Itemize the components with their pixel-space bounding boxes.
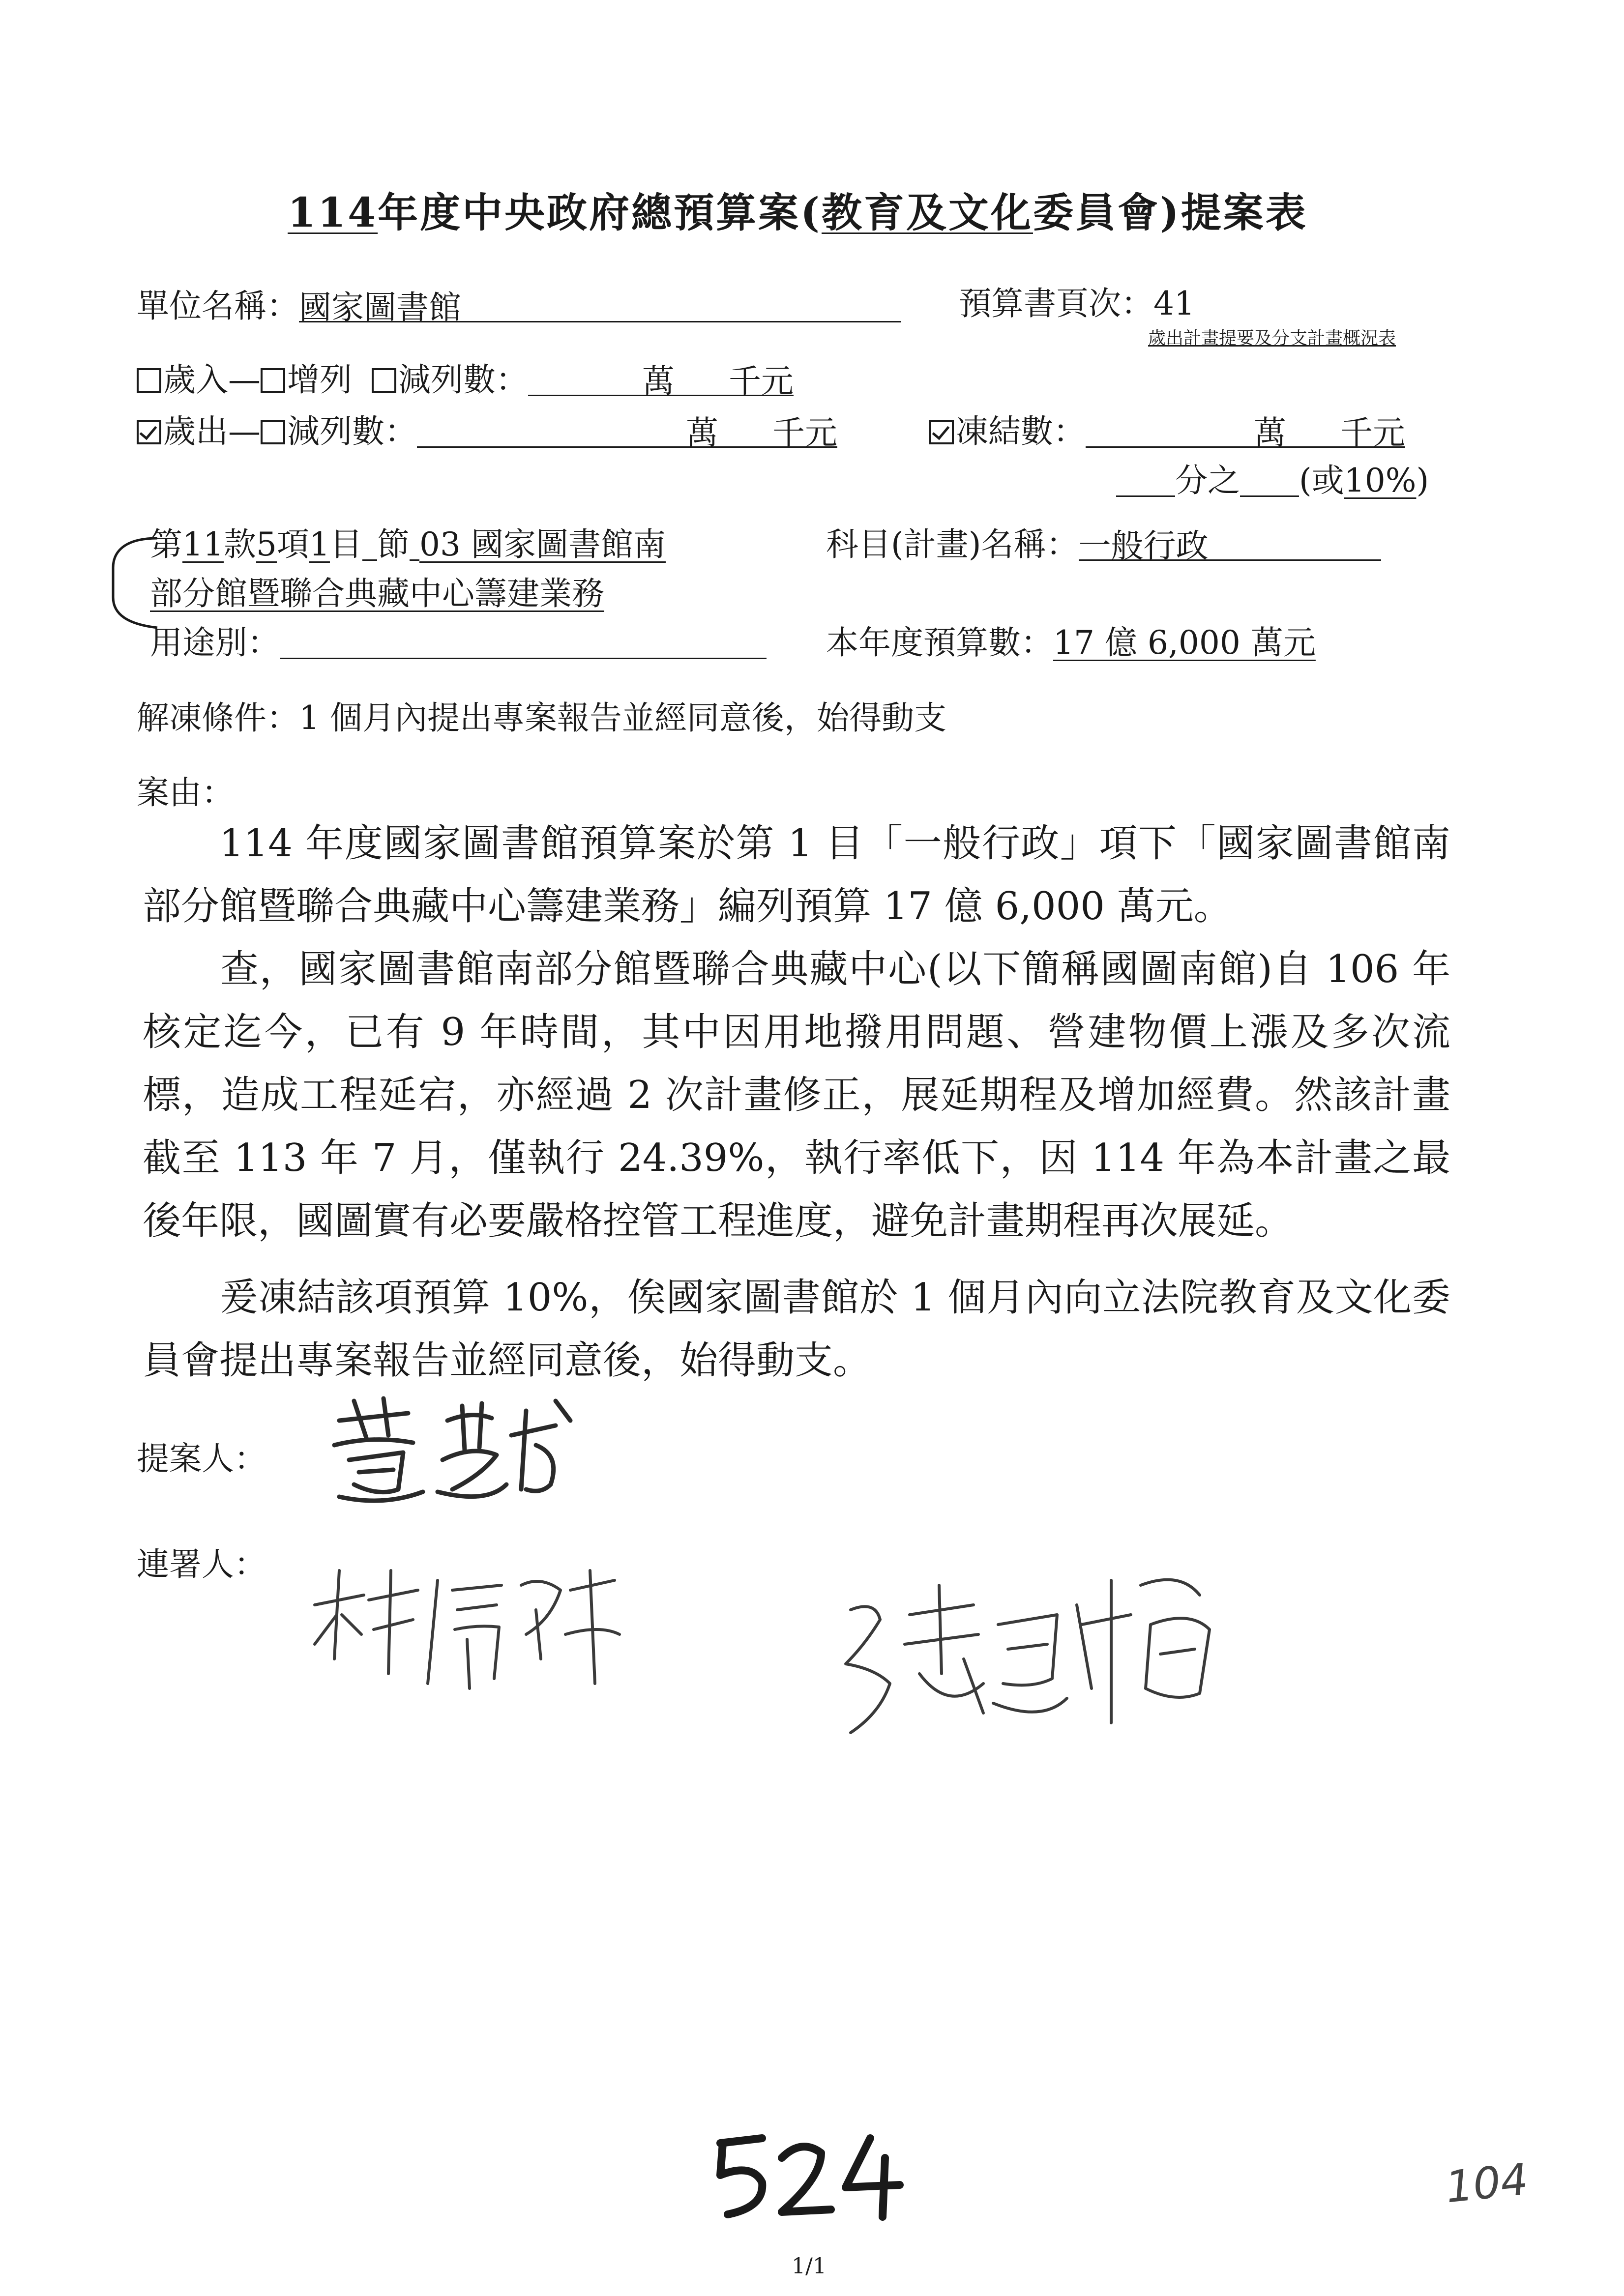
subject-value-line xyxy=(1078,527,1381,565)
budget-row xyxy=(826,624,1316,662)
freeze-row xyxy=(929,412,1405,452)
reason-paragraph-3 xyxy=(143,1266,1450,1392)
handwritten-number-text xyxy=(718,2138,915,2224)
jie-label: 節 xyxy=(377,525,410,563)
or-text: (或 xyxy=(1299,462,1344,499)
page-fraction: 1/1 xyxy=(792,2254,827,2279)
or-close: ) xyxy=(1416,462,1429,499)
proposer-signature xyxy=(325,1391,580,1509)
page-ref xyxy=(959,285,1195,322)
cosigners-label: 連署人： xyxy=(137,1545,266,1583)
condition-value: 1 個月內提出專案報告並經同意後，始得動支 xyxy=(299,699,946,737)
subject-label: 科目(計畫)名稱： xyxy=(826,525,1079,563)
title-post: 委員會)提案表 xyxy=(1033,189,1308,236)
purpose-label: 用途別： xyxy=(150,624,280,662)
section-name-line1: 03 國家圖書館南 xyxy=(419,525,666,563)
mu-label: 目 xyxy=(329,525,362,563)
purpose-row xyxy=(150,624,767,662)
unit-row xyxy=(137,287,901,326)
reason-p3-text: 爰凍結該項預算 10%，俟國家圖書館於 1 個月內向立法院教育及文化委員會提出專案報告並經同意後，始得動支。 xyxy=(143,1276,1450,1383)
page-title xyxy=(288,181,1308,238)
title-pre: 年度中央政府總預算案( xyxy=(378,189,822,236)
freeze-qian: 千元 xyxy=(1340,414,1405,452)
revenue-wan: 萬 xyxy=(642,362,675,400)
xiang-label: 項 xyxy=(276,525,309,563)
fraction-row xyxy=(1116,462,1429,499)
fraction-numerator-line xyxy=(1116,466,1175,497)
proposer-label: 提案人： xyxy=(137,1440,266,1478)
fraction-denominator-line xyxy=(1240,466,1299,497)
kuan-pre: 第 xyxy=(150,525,182,563)
condition-label: 解凍條件： xyxy=(137,699,299,737)
budget-label: 本年度預算數： xyxy=(826,624,1053,662)
reason-p2-text: 查，國家圖書館南部分館暨聯合典藏中心(以下簡稱國圖南館)自 106 年核定迄今，已有 9 年時間，其中因用地撥用問題、營建物價上漲及多次流標，造成工程延宕，亦經過 2 次計畫修正，展延期程及增加經費。然該計畫截至 113 年 7 月，僅執行 24.39%，執行率低下，因 114 年為本計畫之最後年限，國圖實有必要嚴格控管工程進度，避免計畫期程再次展延。 xyxy=(143,947,1450,1243)
expenditure-wan: 萬 xyxy=(686,414,718,452)
revenue-qian: 千元 xyxy=(729,362,794,400)
purpose-value-line xyxy=(280,628,767,659)
expenditure-decrease-checkbox xyxy=(261,420,285,444)
page-ref-label: 預算書頁次： xyxy=(959,285,1153,322)
page-ref-note: 歲出計畫提要及分支計畫概況表 xyxy=(1148,328,1396,349)
freeze-amount-line xyxy=(1086,414,1405,452)
revenue-row xyxy=(137,361,794,400)
jie-blank xyxy=(362,530,377,561)
revenue-decrease-checkbox xyxy=(372,368,396,393)
revenue-decrease-label: 減列數： xyxy=(398,361,528,399)
expenditure-amount-line xyxy=(417,414,837,452)
fraction-text: 分之 xyxy=(1175,462,1240,499)
freeze-label: 凍結數： xyxy=(956,412,1086,450)
expenditure-decrease-label: 減列數： xyxy=(287,412,417,450)
unit-value: 國家圖書館 xyxy=(299,289,461,326)
unit-label: 單位名稱： xyxy=(137,287,299,325)
revenue-increase-label: 增列 xyxy=(287,361,352,399)
freeze-wan: 萬 xyxy=(1254,414,1286,452)
expenditure-label: 歲出— xyxy=(163,412,261,450)
kuan-number: 11 xyxy=(182,525,224,563)
section-name-line2: 部分館暨聯合典藏中心籌建業務 xyxy=(150,575,604,612)
freeze-checkbox xyxy=(929,420,954,444)
cosigner-signature-2 xyxy=(836,1566,1219,1752)
reason-p1-text: 114 年度國家圖書館預算案於第 1 目「一般行政」項下「國家圖書館南部分館暨聯合典藏中心籌建業務」編列預算 17 億 6,000 萬元。 xyxy=(143,821,1450,929)
unit-value-line xyxy=(299,289,901,326)
revenue-checkbox xyxy=(137,368,161,393)
condition-row xyxy=(137,699,946,737)
subject-value: 一般行政 xyxy=(1078,527,1209,565)
reason-label: 案由： xyxy=(137,774,234,812)
jie-blank-2 xyxy=(410,530,419,561)
subject-row xyxy=(826,525,1381,565)
reason-paragraph-2 xyxy=(143,938,1450,1252)
kuan-label: 款 xyxy=(223,525,256,563)
title-committee: 教育及文化 xyxy=(821,189,1033,236)
expenditure-row xyxy=(137,412,837,452)
expenditure-qian: 千元 xyxy=(772,414,837,452)
freeze-percent: 10% xyxy=(1344,462,1417,499)
section-row xyxy=(150,525,666,563)
expenditure-checkbox xyxy=(137,420,161,444)
reason-paragraph-1 xyxy=(143,812,1450,938)
revenue-label: 歲入— xyxy=(163,361,261,399)
page-ref-value: 41 xyxy=(1153,285,1195,322)
title-year: 114 xyxy=(288,189,378,236)
mu-number: 1 xyxy=(309,525,330,563)
revenue-increase-checkbox xyxy=(261,368,285,393)
cosigner-signature-1 xyxy=(305,1561,629,1708)
handwritten-page-number: 104 xyxy=(1443,2153,1531,2213)
budget-value: 17 億 6,000 萬元 xyxy=(1053,624,1316,662)
revenue-amount-line xyxy=(528,362,794,400)
xiang-number: 5 xyxy=(256,525,277,563)
